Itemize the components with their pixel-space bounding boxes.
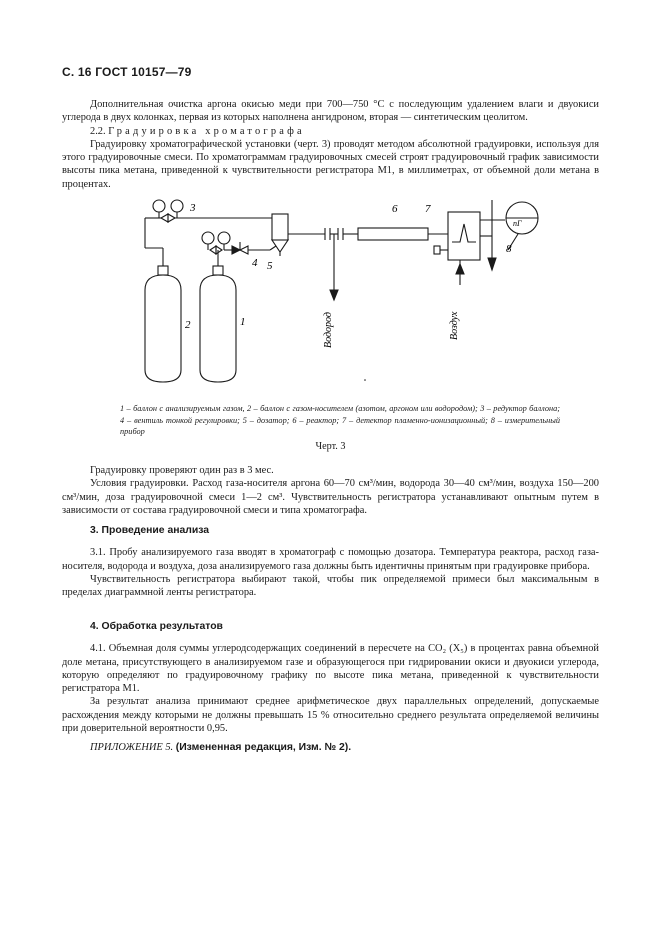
- section-2-2-number: 2.2.: [90, 125, 106, 137]
- hydrogen-junction: [325, 228, 358, 300]
- figure-caption: Черт. 3: [315, 441, 346, 452]
- diagram-legend: 1 – баллон с анализируемым газом, 2 – баллон с газом-носителем (азотом, аргоном или водородом); 3 – редуктор баллона; 4 – вентиль тонкой регулировки; 5 – дозатор; 6 – реактор; 7 – детектор пламенно-ионизационный; 8 – измерительный прибор: [120, 404, 560, 436]
- section-3-paragraph-2: Чувствительность регистратора выбирают такой, чтобы пик определяемой примеси был максимальным в пределах диаграммной ленты регистратора.: [62, 573, 599, 599]
- cylinder-1: [200, 250, 236, 382]
- section-3: [62, 524, 599, 599]
- after-block: [62, 464, 599, 517]
- section-4-paragraph-1: 4.1. Объемная доля суммы углеродсодержащих соединений в пересчете на СО₂ (X₅) в процентах равна объемной доле метана, присутствующего в анализируемом газе и образующегося при гидрировании окиси и двуокиси углерода, которую определяют по градуировочному графику по высоте пика метана, приведенной к чувствительности регистратора М1.: [62, 643, 599, 695]
- detector-7: [434, 200, 505, 285]
- section-4-paragraph-2: За результат анализа принимают среднее арифметическое двух параллельных определений, допускаемые расхождения между которыми не должны превышать 15 % относительно среднего результата определяемой величины при доверительной вероятности 0,95.: [62, 696, 599, 735]
- reactor-6: [358, 228, 448, 240]
- section-3-title: 3. Проведение анализа: [90, 525, 210, 536]
- page-header: С. 16 ГОСТ 10157—79: [62, 65, 192, 79]
- intro-block: [62, 98, 599, 191]
- fine-valve-4: [224, 242, 270, 254]
- label-6: 6: [392, 203, 398, 215]
- doser-5: [270, 214, 325, 256]
- after-paragraph-2: Условия градуировки. Расход газа-носителя аргона 60—70 см³/мин, водорода 30—40 см³/мин, воздуха 150—200 см³/мин, доза градуировочной смеси 1—2 см³. Чувствительность регистратора устанавливают опытным путем в зависимости от состава градуировочной смеси и типа хроматографа.: [62, 478, 599, 516]
- label-7: 7: [425, 203, 431, 215]
- appendix-edition-note: (Измененная редакция, Изм. № 2).: [175, 742, 352, 753]
- dot-mark: [364, 379, 366, 381]
- label-3: 3: [190, 202, 196, 214]
- section-2-2-title: Градуировка хроматографа: [108, 125, 305, 137]
- section-2-2-heading: [62, 125, 599, 138]
- reducer-cylinder-1: [202, 232, 230, 254]
- label-5: 5: [267, 260, 273, 272]
- after-paragraph-1: Градуировку проверяют один раз в 3 мес.: [90, 465, 274, 476]
- section-4-title: 4. Обработка результатов: [90, 621, 223, 632]
- appendix-note: [62, 741, 599, 754]
- chromatograph-diagram: [0, 190, 661, 395]
- hydrogen-label: Водород: [323, 312, 334, 348]
- reducer-3: [145, 200, 272, 248]
- appendix-label: ПРИЛОЖЕНИЕ 5.: [90, 742, 174, 753]
- meter-label: пГ: [513, 219, 522, 228]
- label-2: 2: [185, 319, 191, 331]
- label-8: 8: [506, 243, 512, 255]
- air-label: Воздух: [449, 311, 460, 340]
- intro-paragraph-3: Градуировку хроматографической установки (черт. 3) проводят методом абсолютной градуировки, используя для этого градуировочные смеси. По хроматограммам градуировочных смесей строят градуировочный график зависимости высоты пика метана, приведенной к чувствительности регистратора М1, в миллиметрах, от объемной доли метана в процентах.: [62, 138, 599, 190]
- label-1: 1: [240, 316, 246, 328]
- cylinder-2: [145, 248, 181, 382]
- section-3-paragraph-1: 3.1. Пробу анализируемого газа вводят в хроматограф с помощью дозатора. Температура реактора, расход газа-носителя, водорода и воздуха, доза анализируемого газа должны быть идентичны принятым при градуировке прибора.: [62, 547, 599, 572]
- label-4: 4: [252, 257, 258, 269]
- section-4: [62, 620, 599, 735]
- intro-paragraph-1: Дополнительная очистка аргона окисью меди при 700—750 °С с последующим удалением влаги и двуокиси углерода в двух колонках, первая из которых наполнена ангидроном, вторая — синтетическим цеолитом.: [62, 99, 599, 124]
